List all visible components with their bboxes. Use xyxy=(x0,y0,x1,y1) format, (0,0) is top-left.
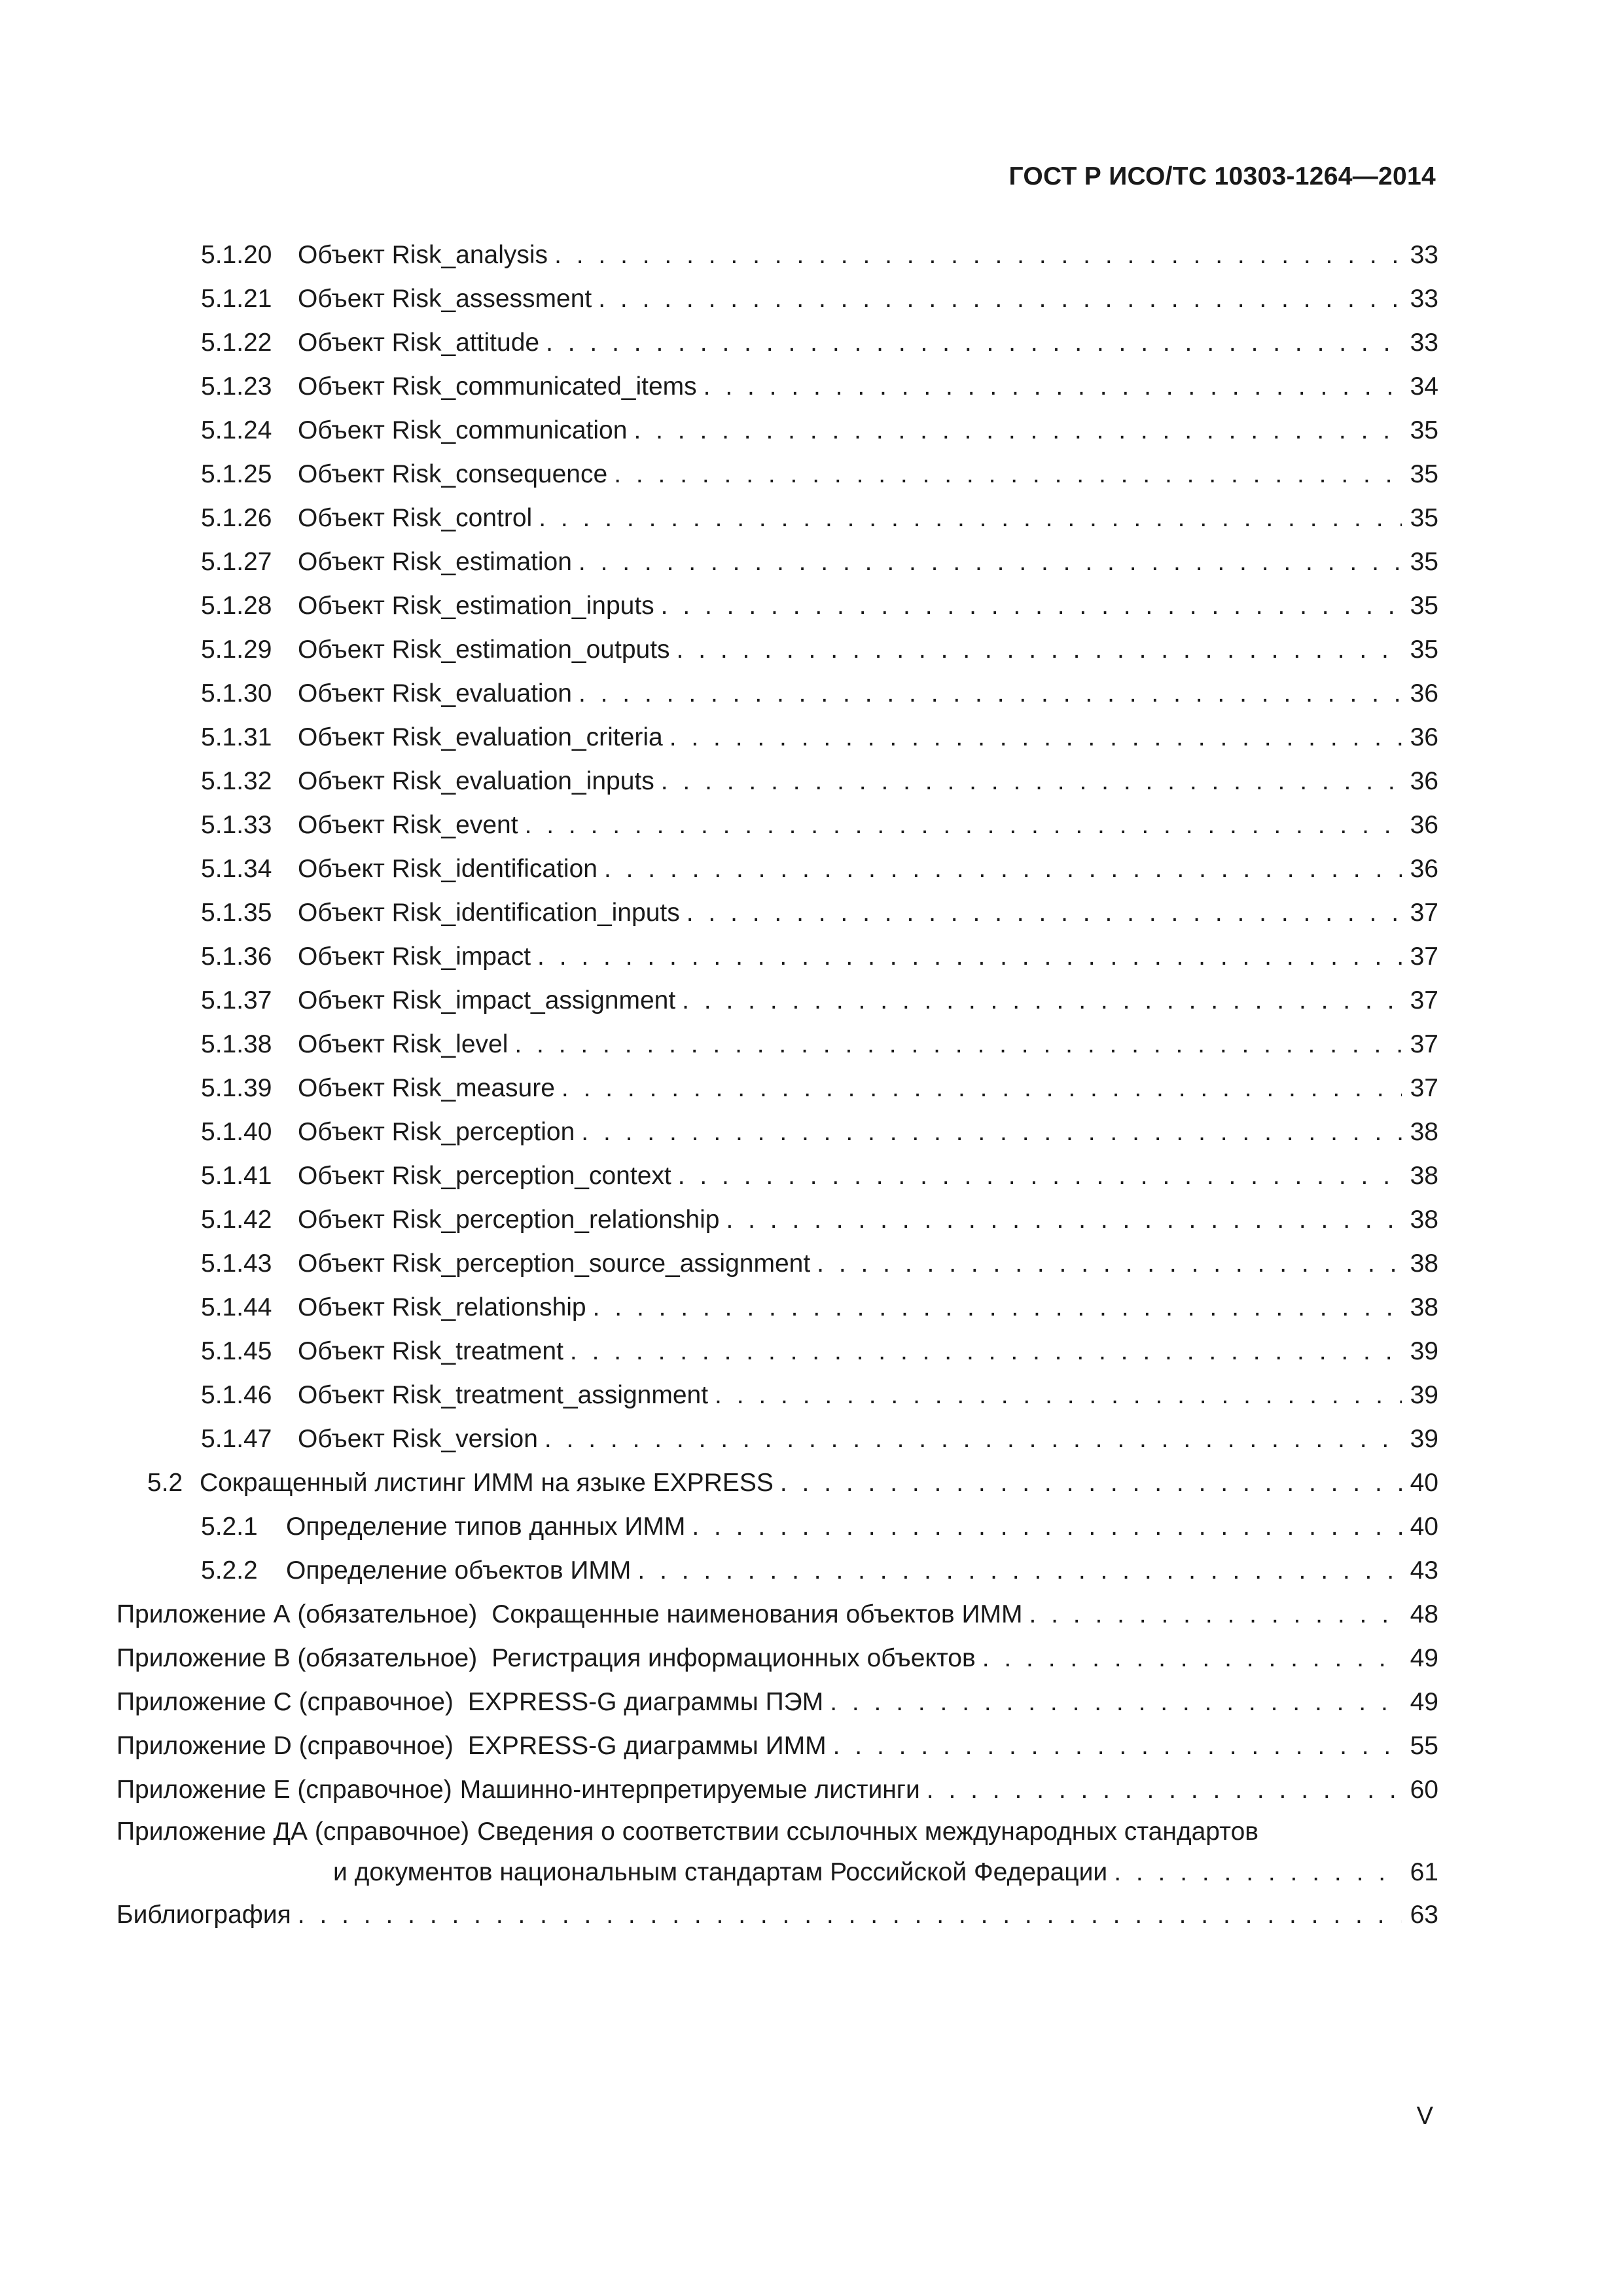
toc-entry[interactable] xyxy=(116,672,1438,715)
dot-leader xyxy=(546,321,1402,365)
dot-leader xyxy=(539,496,1402,540)
toc-entry-page: 36 xyxy=(1410,811,1438,839)
toc-entry-number: 5.1.20 xyxy=(201,241,272,269)
toc-entry-title: Объект Risk_impact xyxy=(298,942,531,971)
toc-entry[interactable] xyxy=(116,277,1438,321)
toc-entry-page: 40 xyxy=(1410,1513,1438,1541)
dot-leader xyxy=(598,277,1402,321)
toc-entry-title: Объект Risk_estimation_outputs xyxy=(298,636,670,664)
dot-leader xyxy=(298,1893,1402,1937)
toc-entry-title: Объект Risk_control xyxy=(298,504,533,532)
toc-entry-5-2-2[interactable] xyxy=(116,1549,1438,1592)
toc-entry-number: 5.1.37 xyxy=(201,986,272,1014)
toc-entry-title: Регистрация информационных объектов xyxy=(491,1644,976,1672)
toc-entry-title: Объект Risk_version xyxy=(298,1425,538,1453)
toc-entry-number: 5.1.46 xyxy=(201,1381,272,1409)
dot-leader xyxy=(1029,1592,1402,1636)
dot-leader xyxy=(830,1680,1402,1724)
toc-entry-page: 36 xyxy=(1410,723,1438,751)
dot-leader xyxy=(554,233,1402,277)
document-code-header: ГОСТ Р ИСО/ТС 10303-1264—2014 xyxy=(1008,162,1436,190)
dot-leader xyxy=(817,1242,1402,1285)
toc-entry[interactable] xyxy=(116,1242,1438,1285)
toc-entry[interactable] xyxy=(116,1329,1438,1373)
toc-entry[interactable] xyxy=(116,233,1438,277)
dot-leader xyxy=(726,1198,1402,1242)
dot-leader xyxy=(661,584,1402,628)
toc-entry-title: EXPRESS-G диаграммы ИММ xyxy=(467,1732,827,1760)
dot-leader xyxy=(682,978,1402,1022)
toc-entry-number: 5.1.33 xyxy=(201,811,272,839)
page-number: V xyxy=(1416,2102,1433,2130)
toc-entry-page: 37 xyxy=(1410,942,1438,971)
dot-leader xyxy=(661,759,1402,803)
dot-leader xyxy=(544,1417,1402,1461)
toc-entry-title: Объект Risk_assessment xyxy=(298,285,592,313)
toc-entry-title: Объект Risk_identification_inputs xyxy=(298,899,680,927)
toc-entry[interactable] xyxy=(116,365,1438,408)
toc-entry-page: 40 xyxy=(1410,1469,1438,1497)
toc-entry-number: 5.2 xyxy=(147,1469,183,1497)
toc-entry-number: 5.1.32 xyxy=(201,767,272,795)
toc-entry[interactable] xyxy=(116,1154,1438,1198)
toc-entry[interactable] xyxy=(116,496,1438,540)
toc-entry-title: Объект Risk_evaluation_criteria xyxy=(298,723,663,751)
toc-entry-title-line1: Сведения о соответствии ссылочных международных стандартов xyxy=(477,1818,1258,1846)
toc-entry-number: 5.1.43 xyxy=(201,1249,272,1278)
toc-entry[interactable] xyxy=(116,321,1438,365)
toc-entry-number: 5.1.45 xyxy=(201,1337,272,1365)
dot-leader xyxy=(637,1549,1402,1592)
toc-entry-page: 49 xyxy=(1410,1688,1438,1716)
dot-leader xyxy=(1114,1852,1402,1893)
toc-entry-title: Объект Risk_event xyxy=(298,811,518,839)
toc-entry-title: Объект Risk_perception xyxy=(298,1118,575,1146)
toc-annex-label: Приложение А (обязательное) xyxy=(116,1600,478,1628)
toc-entry-page: 35 xyxy=(1410,504,1438,532)
dot-leader xyxy=(704,365,1402,408)
dot-leader xyxy=(982,1636,1402,1680)
toc-entry-page: 36 xyxy=(1410,679,1438,708)
toc-entry-number: 5.1.23 xyxy=(201,372,272,401)
toc-entry[interactable] xyxy=(116,715,1438,759)
dot-leader xyxy=(669,715,1402,759)
toc-entry-page: 36 xyxy=(1410,767,1438,795)
toc-entry-page: 37 xyxy=(1410,1030,1438,1058)
toc-entry-title: Объект Risk_analysis xyxy=(298,241,548,269)
toc-entry-page: 43 xyxy=(1410,1556,1438,1585)
toc-entry-page: 35 xyxy=(1410,548,1438,576)
toc-entry-title: Объект Risk_perception_context xyxy=(298,1162,671,1190)
toc-entry-number: 5.1.31 xyxy=(201,723,272,751)
toc-entry-title: Объект Risk_treatment_assignment xyxy=(298,1381,709,1409)
toc-entry-title: Сокращенные наименования объектов ИММ xyxy=(491,1600,1023,1628)
dot-leader xyxy=(593,1285,1402,1329)
toc-entry-page: 48 xyxy=(1410,1600,1438,1628)
dot-leader xyxy=(633,408,1402,452)
toc-entry-number: 5.1.22 xyxy=(201,329,272,357)
toc-entry-number: 5.1.41 xyxy=(201,1162,272,1190)
toc-entry[interactable] xyxy=(116,759,1438,803)
toc-entry[interactable] xyxy=(116,1373,1438,1417)
toc-entry-page: 38 xyxy=(1410,1118,1438,1146)
toc-entry[interactable] xyxy=(116,408,1438,452)
toc-entry[interactable] xyxy=(116,1198,1438,1242)
dot-leader xyxy=(537,935,1402,978)
toc-entry-number: 5.1.24 xyxy=(201,416,272,444)
toc-entry[interactable] xyxy=(116,628,1438,672)
toc-entry-title: Определение типов данных ИММ xyxy=(286,1513,686,1541)
toc-entry-number: 5.1.30 xyxy=(201,679,272,708)
toc-annex-label: Приложение Е (справочное) xyxy=(116,1776,452,1804)
toc-entry-page: 38 xyxy=(1410,1162,1438,1190)
toc-entry-page: 34 xyxy=(1410,372,1438,401)
toc-entry-title: Объект Risk_perception_relationship xyxy=(298,1206,720,1234)
toc-entry-title: Объект Risk_estimation xyxy=(298,548,572,576)
toc-entry-title: Сокращенный листинг ИММ на языке EXPRESS xyxy=(200,1469,774,1497)
toc-entry-page: 38 xyxy=(1410,1249,1438,1278)
toc-entry-title: Машинно-интерпретируемые листинги xyxy=(459,1776,920,1804)
dot-leader xyxy=(715,1373,1402,1417)
dot-leader xyxy=(678,1154,1402,1198)
toc-annex-label: Приложение D (справочное) xyxy=(116,1732,454,1760)
toc-entry-annex-c[interactable] xyxy=(116,1680,1438,1724)
toc-entry-page: 49 xyxy=(1410,1644,1438,1672)
dot-leader xyxy=(687,891,1402,935)
toc-entry-title: Объект Risk_evaluation xyxy=(298,679,572,708)
toc-entry-5-2-1[interactable] xyxy=(116,1505,1438,1549)
toc-entry-page: 33 xyxy=(1410,329,1438,357)
toc-entry-page: 35 xyxy=(1410,416,1438,444)
toc-entry[interactable] xyxy=(116,891,1438,935)
toc-annex-label: Приложение ДА (справочное) xyxy=(116,1818,470,1846)
toc-entry-annex-d[interactable] xyxy=(116,1724,1438,1768)
dot-leader xyxy=(614,452,1402,496)
toc-entry[interactable] xyxy=(116,1417,1438,1461)
toc-entry-number: 5.1.34 xyxy=(201,855,272,883)
toc-entry-number: 5.1.26 xyxy=(201,504,272,532)
dot-leader xyxy=(525,803,1402,847)
dot-leader xyxy=(833,1724,1402,1768)
toc-entry-page: 38 xyxy=(1410,1206,1438,1234)
toc-entry-title: Объект Risk_estimation_inputs xyxy=(298,592,654,620)
toc-entry-title-line2: и документов национальным стандартам Российской Федерации xyxy=(333,1858,1108,1886)
toc-entry-bibliography[interactable] xyxy=(116,1893,1438,1937)
dot-leader xyxy=(514,1022,1402,1066)
toc-entry-page: 35 xyxy=(1410,460,1438,488)
table-of-contents xyxy=(116,233,1438,1937)
toc-entry-annex-a[interactable] xyxy=(116,1592,1438,1636)
dot-leader xyxy=(581,1110,1402,1154)
dot-leader xyxy=(780,1461,1402,1505)
dot-leader xyxy=(562,1066,1402,1110)
toc-entry[interactable] xyxy=(116,1110,1438,1154)
toc-entry-title: Объект Risk_perception_source_assignment xyxy=(298,1249,811,1278)
toc-entry-number: 5.1.25 xyxy=(201,460,272,488)
toc-entry-page: 37 xyxy=(1410,1074,1438,1102)
toc-entry-title: Объект Risk_impact_assignment xyxy=(298,986,676,1014)
toc-entry-page: 35 xyxy=(1410,592,1438,620)
toc-annex-label: Приложение В (обязательное) xyxy=(116,1644,478,1672)
toc-entry[interactable] xyxy=(116,584,1438,628)
dot-leader xyxy=(927,1768,1402,1812)
toc-entry-page: 60 xyxy=(1410,1776,1438,1804)
toc-entry[interactable] xyxy=(116,978,1438,1022)
toc-entry-number: 5.1.29 xyxy=(201,636,272,664)
toc-entry-title: Объект Risk_attitude xyxy=(298,329,540,357)
toc-entry-title: Объект Risk_communicated_items xyxy=(298,372,697,401)
toc-entry[interactable] xyxy=(116,1285,1438,1329)
toc-entry-title: Объект Risk_measure xyxy=(298,1074,555,1102)
toc-entry-page: 37 xyxy=(1410,899,1438,927)
toc-entry-title: Объект Risk_consequence xyxy=(298,460,608,488)
toc-entry-page: 38 xyxy=(1410,1293,1438,1321)
toc-entry-title: Объект Risk_identification xyxy=(298,855,597,883)
toc-subsection-list xyxy=(116,233,1438,1461)
toc-entry-title: Определение объектов ИММ xyxy=(286,1556,632,1585)
toc-entry-number: 5.2.2 xyxy=(201,1556,258,1585)
toc-entry-page: 55 xyxy=(1410,1732,1438,1760)
toc-entry[interactable] xyxy=(116,803,1438,847)
toc-entry-number: 5.1.44 xyxy=(201,1293,272,1321)
toc-entry-number: 5.1.47 xyxy=(201,1425,272,1453)
dot-leader xyxy=(604,847,1402,891)
dot-leader xyxy=(579,672,1402,715)
toc-entry-page: 39 xyxy=(1410,1425,1438,1453)
dot-leader xyxy=(677,628,1402,672)
dot-leader xyxy=(579,540,1402,584)
toc-entry-number: 5.1.42 xyxy=(201,1206,272,1234)
toc-entry-title: Библиография xyxy=(116,1901,291,1929)
toc-annex-label: Приложение С (справочное) xyxy=(116,1688,454,1716)
toc-entry[interactable] xyxy=(116,452,1438,496)
toc-entry-title: Объект Risk_level xyxy=(298,1030,508,1058)
toc-entry-number: 5.1.38 xyxy=(201,1030,272,1058)
toc-entry-page: 36 xyxy=(1410,855,1438,883)
toc-entry-page: 61 xyxy=(1410,1858,1438,1886)
toc-entry-number: 5.1.21 xyxy=(201,285,272,313)
toc-entry-title: Объект Risk_relationship xyxy=(298,1293,586,1321)
toc-entry-page: 39 xyxy=(1410,1337,1438,1365)
toc-entry[interactable] xyxy=(116,540,1438,584)
toc-entry-page: 33 xyxy=(1410,241,1438,269)
toc-entry-title: Объект Risk_communication xyxy=(298,416,628,444)
toc-entry-number: 5.1.35 xyxy=(201,899,272,927)
toc-entry-annex-da[interactable] xyxy=(116,1812,1438,1893)
toc-entry[interactable] xyxy=(116,935,1438,978)
toc-entry-annex-e[interactable] xyxy=(116,1768,1438,1812)
toc-entry[interactable] xyxy=(116,847,1438,891)
toc-entry-number: 5.1.39 xyxy=(201,1074,272,1102)
toc-entry-page: 63 xyxy=(1410,1901,1438,1929)
toc-entry-page: 33 xyxy=(1410,285,1438,313)
toc-entry-title: Объект Risk_evaluation_inputs xyxy=(298,767,654,795)
toc-entry-page: 35 xyxy=(1410,636,1438,664)
dot-leader xyxy=(570,1329,1402,1373)
toc-entry-number: 5.1.36 xyxy=(201,942,272,971)
toc-entry-page: 37 xyxy=(1410,986,1438,1014)
toc-entry[interactable] xyxy=(116,1022,1438,1066)
toc-entry-number: 5.1.40 xyxy=(201,1118,272,1146)
toc-entry-annex-b[interactable] xyxy=(116,1636,1438,1680)
toc-entry-title: EXPRESS-G диаграммы ПЭМ xyxy=(467,1688,824,1716)
toc-entry-number: 5.1.27 xyxy=(201,548,272,576)
toc-entry-number: 5.2.1 xyxy=(201,1513,258,1541)
toc-entry-title: Объект Risk_treatment xyxy=(298,1337,563,1365)
toc-entry[interactable] xyxy=(116,1066,1438,1110)
toc-entry-5-2[interactable] xyxy=(116,1461,1438,1505)
toc-entry-number: 5.1.28 xyxy=(201,592,272,620)
toc-entry-page: 39 xyxy=(1410,1381,1438,1409)
dot-leader xyxy=(692,1505,1402,1549)
